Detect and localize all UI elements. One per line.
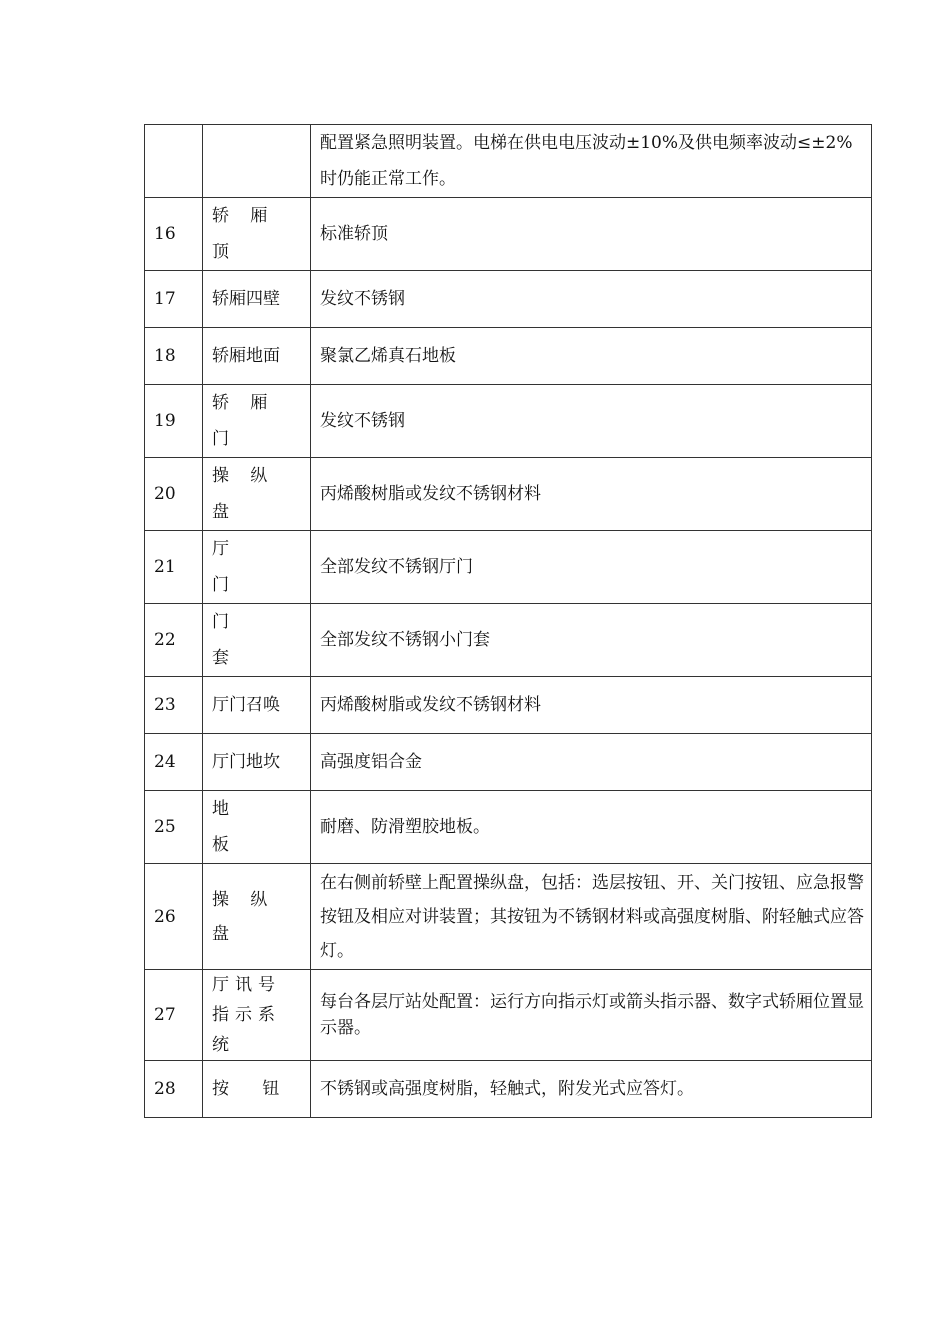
row-number bbox=[145, 125, 203, 198]
row-number: 19 bbox=[145, 385, 203, 458]
table-row bbox=[145, 125, 872, 198]
row-description: 丙烯酸树脂或发纹不锈钢材料 bbox=[311, 677, 872, 734]
row-item-name: 厅门召唤 bbox=[203, 677, 311, 734]
row-number: 16 bbox=[145, 198, 203, 271]
row-description: 不锈钢或高强度树脂，轻触式，附发光式应答灯。 bbox=[311, 1061, 872, 1118]
row-number: 27 bbox=[145, 970, 203, 1061]
row-number: 23 bbox=[145, 677, 203, 734]
row-item-name: 轿厢四壁 bbox=[203, 271, 311, 328]
table-row bbox=[145, 604, 872, 677]
table-row bbox=[145, 1061, 872, 1118]
row-item-name: 轿 厢 门 bbox=[203, 385, 311, 458]
row-description: 每台各层厅站处配置：运行方向指示灯或箭头指示器、数字式轿厢位置显示器。 bbox=[311, 970, 872, 1061]
row-description: 全部发纹不锈钢厅门 bbox=[311, 531, 872, 604]
row-number: 21 bbox=[145, 531, 203, 604]
row-item-name: 按 钮 bbox=[203, 1061, 311, 1118]
row-number: 18 bbox=[145, 328, 203, 385]
row-number: 26 bbox=[145, 864, 203, 970]
row-number: 24 bbox=[145, 734, 203, 791]
row-description: 发纹不锈钢 bbox=[311, 385, 872, 458]
row-item-name: 门 套 bbox=[203, 604, 311, 677]
table-row bbox=[145, 970, 872, 1061]
row-item-name: 厅讯号指示系统 bbox=[203, 970, 311, 1061]
row-number: 20 bbox=[145, 458, 203, 531]
row-description: 丙烯酸树脂或发纹不锈钢材料 bbox=[311, 458, 872, 531]
row-description: 配置紧急照明装置。电梯在供电电压波动±10%及供电频率波动≤±2%时仍能正常工作。 bbox=[311, 125, 872, 198]
row-item-name: 操 纵 盘 bbox=[203, 864, 311, 970]
row-description: 在右侧前轿壁上配置操纵盘，包括：选层按钮、开、关门按钮、应急报警按钮及相应对讲装置；其按钮为不锈钢材料或高强度树脂、附轻触式应答灯。 bbox=[311, 864, 872, 970]
row-description: 聚氯乙烯真石地板 bbox=[311, 328, 872, 385]
table-row bbox=[145, 864, 872, 970]
row-number: 17 bbox=[145, 271, 203, 328]
row-item-name: 厅门地坎 bbox=[203, 734, 311, 791]
row-description: 高强度铝合金 bbox=[311, 734, 872, 791]
table-row bbox=[145, 677, 872, 734]
row-item-name: 厅 门 bbox=[203, 531, 311, 604]
table-row bbox=[145, 458, 872, 531]
table-row bbox=[145, 734, 872, 791]
row-number: 25 bbox=[145, 791, 203, 864]
row-description: 标准轿顶 bbox=[311, 198, 872, 271]
row-item-name: 地 板 bbox=[203, 791, 311, 864]
row-description: 发纹不锈钢 bbox=[311, 271, 872, 328]
row-item-name: 操 纵 盘 bbox=[203, 458, 311, 531]
table-row bbox=[145, 198, 872, 271]
row-description: 耐磨、防滑塑胶地板。 bbox=[311, 791, 872, 864]
table-row bbox=[145, 271, 872, 328]
table-row bbox=[145, 385, 872, 458]
table-row bbox=[145, 791, 872, 864]
elevator-spec-table bbox=[144, 124, 872, 1118]
row-number: 22 bbox=[145, 604, 203, 677]
table-row bbox=[145, 531, 872, 604]
table-row bbox=[145, 328, 872, 385]
row-number: 28 bbox=[145, 1061, 203, 1118]
row-item-name: 轿厢地面 bbox=[203, 328, 311, 385]
row-description: 全部发纹不锈钢小门套 bbox=[311, 604, 872, 677]
row-item-name: 轿 厢 顶 bbox=[203, 198, 311, 271]
row-item-name bbox=[203, 125, 311, 198]
